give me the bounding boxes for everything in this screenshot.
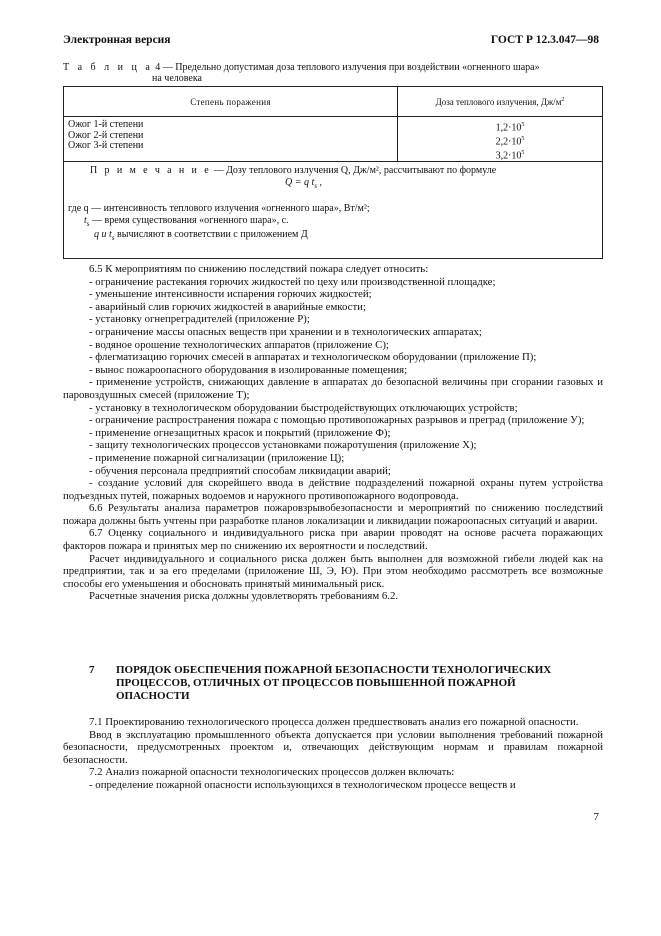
section-7-title-line1: ПОРЯДОК ОБЕСПЕЧЕНИЯ ПОЖАРНОЙ БЕЗОПАСНОСТИ ТЕХНОЛОГИЧЕСКИХ: [116, 664, 552, 676]
dose-value-2: $2,2\cdot 10^5$: [495, 135, 525, 148]
list-item: - ограничение массы опасных веществ при хранении и в технологических аппаратах;: [89, 325, 482, 338]
paragraph-risk-calc: Расчет индивидуального и социального риска должен быть выполнен для возможной гибели людей как на предприятии, так и за его пределами (приложение Ш, Э, Ю). При этом необходимо рассмотреть все возможные способы его уменьшения и обосновать принятый минимальный риск.: [63, 552, 603, 590]
header-electronic-version: Электронная версия: [63, 34, 171, 46]
column-header-dose-sup: 2: [561, 96, 565, 103]
column-header-dose-text: Доза теплового излучения, Дж/м: [435, 96, 562, 107]
list-item: - вынос пожароопасного оборудования в изолированные помещения;: [89, 363, 408, 376]
dose-values-cell: [398, 117, 603, 162]
paragraph-commissioning: Ввод в эксплуатацию промышленного объекта допускается при условии выполнения требований пожарной безопасности, предусмотренных проектом и, отвечающих действующим нормам и правилам пожарной безопасности.: [63, 728, 603, 766]
list-item: - защиту технологических процессов установками пожаротушения (приложение Х);: [89, 439, 477, 452]
section-6-5-body: [63, 263, 603, 603]
table-caption-line2: на человека: [152, 73, 202, 84]
section-7-body: [63, 716, 603, 792]
note-calc-ref: q и $t_s$ вычисляют в соответствии с приложением Д: [94, 229, 308, 243]
page-number: 7: [593, 811, 599, 823]
table-header-row: [64, 87, 603, 117]
table-caption: [63, 62, 603, 84]
burn-degree-2: Ожог 2-й степени: [68, 129, 144, 141]
burn-degrees-cell: [64, 117, 398, 162]
dose-value-1: $1,2\cdot 10^5$: [495, 122, 525, 134]
header-standard-number: ГОСТ Р 12.3.047—98: [490, 34, 599, 46]
list-item: - создание условий для скорейшего ввода в действие подразделений пожарной охраны путем устройства подъездных путей, пожарных водоемов и наружного противопожарного водопровода.: [63, 477, 603, 502]
note-where-q: где q — интенсивность теплового излучения «огненного шара», Вт/м²;: [68, 203, 370, 215]
section-7-title-line3: ОПАСНОСТИ: [116, 689, 190, 702]
burn-degree-3: Ожог 3-й степени: [68, 140, 144, 151]
list-item: - применение пожарной сигнализации (приложение Ц);: [89, 451, 345, 464]
table-note-cell: [64, 162, 603, 259]
burn-degree-1: Ожог 1-й степени: [68, 119, 144, 130]
list-item: - ограничение растекания горючих жидкостей по цеху или производственной площадке;: [89, 275, 496, 288]
paragraph-7-1: 7.1 Проектированию технологического процесса должен предшествовать анализ его пожарной опасности.: [89, 716, 579, 728]
section-7-title-line2: ПРОЦЕССОВ, ОТЛИЧНЫХ ОТ ПРОЦЕССОВ ПОВЫШЕННОЙ ПОЖАРНОЙ: [116, 676, 516, 689]
paragraph-7-2: 7.2 Анализ пожарной опасности технологических процессов должен включать:: [89, 766, 455, 779]
paragraph-6-7: 6.7 Оценку социального и индивидуального риска при аварии проводят на основе расчета поражающих факторов пожара и принятых мер по снижению их вероятности и последствий.: [63, 527, 603, 553]
list-item: - флегматизацию горючих смесей в аппаратах и технологическом оборудовании (приложение П);: [89, 351, 537, 364]
table-caption-line1: 4 — Предельно допустимая доза теплового излучения при воздействии «огненного шара»: [155, 62, 540, 73]
table-note-row: [64, 162, 603, 259]
section-7-number: 7: [89, 664, 95, 676]
note-formula: Q = q $t_s$ ,: [285, 177, 322, 191]
list-item: - водяное орошение технологических аппаратов (приложение С);: [89, 338, 389, 351]
list-item: - установку в технологическом оборудовании быстродействующих отключающих устройств;: [89, 401, 518, 414]
heat-dose-table: [63, 86, 603, 259]
column-header-severity: Степень поражения: [64, 87, 398, 117]
list-item: - установку огнепреградителей (приложение Р);: [89, 313, 310, 326]
section-7-heading: [63, 664, 603, 702]
list-item: - аварийный слив горючих жидкостей в аварийные емкости;: [89, 300, 366, 313]
paragraph-6-6: 6.6 Результаты анализа параметров пожаровзрывобезопасности и мероприятий по снижению последствий пожара должны быть учтены при разработке планов локализации и ликвидации пожароопасных ситуаций и аварии.: [63, 502, 603, 527]
list-item: - определение пожарной опасности использующихся в технологическом процессе веществ и: [89, 778, 516, 791]
paragraph-risk-values: Расчетные значения риска должны удовлетворять требованиям 6.2.: [89, 590, 399, 603]
list-item: - ограничение распространения пожара с помощью противопожарных разрывов и преград (приложение У);: [89, 414, 585, 427]
dose-value-3: $3,2\cdot 10^5$: [495, 149, 525, 161]
table-row: [64, 117, 603, 162]
note-where-ts: $t_s$ — время существования «огненного шара», с.: [84, 215, 289, 229]
list-item: - применение устройств, снижающих давление в аппаратах до безопасной величины при сгорании газовых и паровоздушных смесей (приложение Т);: [63, 376, 603, 401]
table-caption-label: Т а б л и ц а: [63, 62, 153, 73]
list-item: - обучения персонала предприятий способам ликвидации аварий;: [89, 464, 391, 477]
column-header-dose: [398, 87, 603, 117]
paragraph: 6.5 К мероприятиям по снижению последствий пожара следует относить:: [89, 263, 429, 275]
note-intro: П р и м е ч а н и е — Дозу теплового излучения Q, Дж/м², рассчитывают по формуле: [90, 165, 497, 177]
list-item: - уменьшение интенсивности испарения горючих жидкостей;: [89, 288, 372, 301]
list-item: - применение огнезащитных красок и покрытий (приложение Ф);: [89, 426, 391, 439]
